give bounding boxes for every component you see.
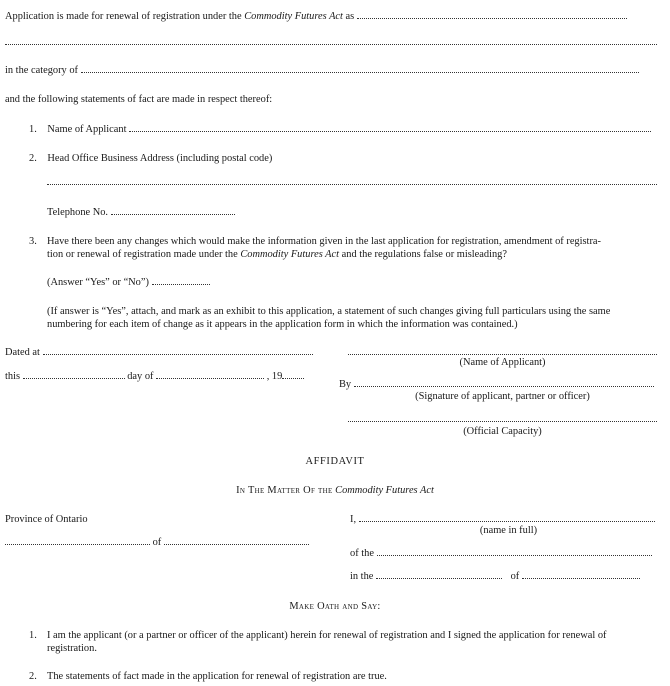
telephone-line xyxy=(47,206,235,220)
name-in-full-caption: (name in full) xyxy=(479,525,538,536)
note-line-2: numbering for each item of change as it appears in the application form in which the information was contained.) xyxy=(47,319,518,330)
official-capacity-field[interactable] xyxy=(348,421,657,422)
in-the-matter-prefix: In The Matter Of the xyxy=(236,485,333,496)
region-field[interactable] xyxy=(376,578,502,579)
statement-2-text: The statements of fact made in the application for renewal of registration are true. xyxy=(47,671,387,682)
day-field[interactable] xyxy=(23,378,125,379)
statement-2-number: 2. xyxy=(29,671,37,682)
in-the-label: in the xyxy=(350,571,374,582)
telephone-field[interactable] xyxy=(111,214,235,215)
signature-field[interactable] xyxy=(354,386,654,387)
intro-prefix: Application is made for renewal of registration under the xyxy=(5,11,242,22)
answer-label: (Answer “Yes” or “No”) xyxy=(47,277,149,288)
intro-suffix: as xyxy=(345,11,355,22)
statement-1-number: 1. xyxy=(29,630,37,641)
category-label: in the category of xyxy=(5,65,78,76)
note-line-1: (If answer is “Yes”, attach, and mark as an exhibit to this application, a statement of such changes giving full particulars using the same xyxy=(47,306,611,317)
head-office-address-field[interactable] xyxy=(47,184,657,185)
affidavit-title: AFFIDAVIT xyxy=(305,456,365,467)
month-field[interactable] xyxy=(156,378,264,379)
year-field[interactable] xyxy=(282,378,304,379)
of-the-line xyxy=(350,547,652,561)
act-name: Commodity Futures Act xyxy=(244,11,343,22)
in-the-line xyxy=(350,570,640,584)
i-label: I, xyxy=(350,514,357,525)
answer-line xyxy=(47,276,210,290)
by-label: By xyxy=(339,379,352,390)
deponent-name-field[interactable] xyxy=(359,521,655,522)
affidavit-act-name: Commodity Futures Act xyxy=(335,485,434,496)
statement-1-line-1: I am the applicant (or a partner or officer of the applicant) herein for renewal of registration and I signed the application for renewal of xyxy=(47,630,607,641)
signature-caption: (Signature of applicant, partner or officer) xyxy=(415,391,590,402)
date-line xyxy=(5,370,304,384)
applicant-name-field[interactable] xyxy=(129,131,651,132)
make-oath-heading: Make Oath and Say: xyxy=(289,601,381,612)
category-line xyxy=(5,64,639,78)
county-of-field[interactable] xyxy=(164,544,309,545)
item-3-text-line-1: Have there been any changes which would make the information given in the last application for registration, amendment of registra- xyxy=(47,236,601,247)
intro-line-2 xyxy=(5,36,657,50)
registration-detail-field[interactable] xyxy=(357,18,627,19)
of-the-label: of the xyxy=(350,548,374,559)
county-field[interactable] xyxy=(5,544,150,545)
dated-at-line xyxy=(5,346,313,360)
telephone-label: Telephone No. xyxy=(47,207,109,218)
in-the-matter-line xyxy=(0,484,670,498)
item-3-number: 3. xyxy=(29,236,37,247)
dated-at-label: Dated at xyxy=(5,347,40,358)
statements-intro: and the following statements of fact are made in respect thereof: xyxy=(5,94,273,105)
item-2-label: Head Office Business Address (including postal code) xyxy=(47,153,273,164)
item-3-line-2-suffix: and the regulations false or misleading? xyxy=(341,249,507,260)
province-label: Province of Ontario xyxy=(5,514,88,525)
item-1 xyxy=(29,123,651,137)
county-line xyxy=(5,536,309,550)
item-3-text-line-2 xyxy=(47,248,507,262)
item-3-line-2-prefix: tion or renewal of registration made under the xyxy=(47,249,238,260)
statement-1-line-2: registration. xyxy=(47,643,97,654)
name-of-applicant-caption: (Name of Applicant) xyxy=(459,357,546,368)
day-of-label: day of xyxy=(127,371,154,382)
item-2-number: 2. xyxy=(29,153,37,164)
item-1-number: 1. xyxy=(29,124,37,135)
year-label: , 19 xyxy=(266,371,283,382)
category-field[interactable] xyxy=(81,72,639,73)
applicant-name-signature-field[interactable] xyxy=(348,354,657,355)
of-label-2: of xyxy=(510,571,520,582)
this-label: this xyxy=(5,371,21,382)
item-3-act-name: Commodity Futures Act xyxy=(240,249,340,260)
dated-at-field[interactable] xyxy=(43,354,313,355)
of-label: of xyxy=(152,537,162,548)
intro-line-1 xyxy=(5,10,627,24)
municipality-field[interactable] xyxy=(377,555,652,556)
official-capacity-caption: (Official Capacity) xyxy=(463,426,542,437)
item-1-label: Name of Applicant xyxy=(47,124,127,135)
answer-field[interactable] xyxy=(152,284,210,285)
item-2 xyxy=(29,152,272,166)
region-of-field[interactable] xyxy=(522,578,640,579)
registration-detail-continuation-field[interactable] xyxy=(5,44,657,45)
address-line xyxy=(47,176,657,190)
